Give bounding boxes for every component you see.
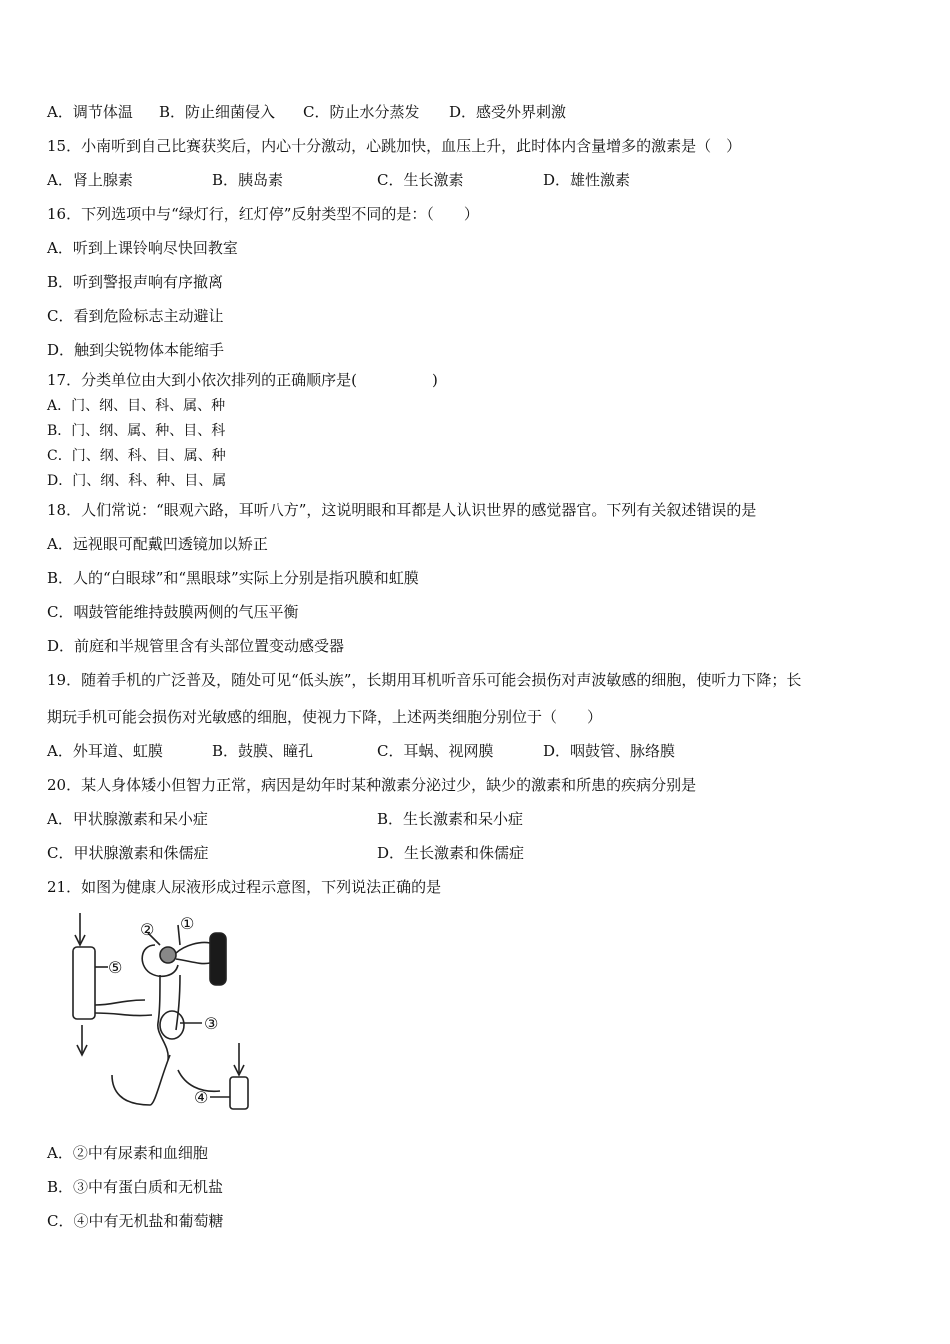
- label-4: ④: [194, 1088, 209, 1107]
- q16-option-d: D．触到尖锐物体本能缩手: [47, 341, 225, 359]
- q14-option-d: D．感受外界刺激: [449, 103, 567, 121]
- q15-option-a: A．肾上腺素: [47, 171, 133, 189]
- q18-option-a: A．远视眼可配戴凹透镜加以矫正: [47, 535, 268, 553]
- q19-option-a: A．外耳道、虹膜: [47, 742, 163, 760]
- q14-option-c: C．防止水分蒸发: [303, 103, 420, 121]
- q16-stem: 16．下列选项中与“绿灯行，红灯停”反射类型不同的是：（ ）: [47, 205, 479, 223]
- q21-option-b: B．③中有蛋白质和无机盐: [47, 1178, 224, 1196]
- q18-option-b: B．人的“白眼球”和“黑眼球”实际上分别是指巩膜和虹膜: [47, 569, 419, 587]
- q15-stem: 15．小南听到自己比赛获奖后，内心十分激动，心跳加快，血压上升，此时体内含量增多的激素是（ ）: [47, 137, 742, 155]
- q19-option-d: D．咽鼓管、脉络膜: [543, 742, 676, 760]
- q15-option-c: C．生长激素: [377, 171, 464, 189]
- q18-option-d: D．前庭和半规管里含有头部位置变动感受器: [47, 637, 345, 655]
- q17-stem: 17．分类单位由大到小依次排列的正确顺序是( ): [47, 371, 438, 389]
- q21-option-a: A．②中有尿素和血细胞: [47, 1144, 208, 1162]
- q14-option-b: B．防止细菌侵入: [159, 103, 276, 121]
- glomerulus: [160, 947, 176, 963]
- q15-options: [47, 170, 630, 190]
- collecting-duct-4: [230, 1077, 248, 1109]
- q21-stem: 21．如图为健康人尿液形成过程示意图，下列说法正确的是: [47, 878, 442, 896]
- label-3: ③: [204, 1014, 219, 1033]
- q15-option-b: B．胰岛素: [212, 171, 284, 189]
- q17-option-b: B．门、纲、属、种、目、科: [47, 423, 226, 439]
- q19-stem-line2: 期玩手机可能会损伤对光敏感的细胞，使视力下降，上述两类细胞分别位于（ ）: [47, 708, 603, 726]
- q20-option-b: B．生长激素和呆小症: [377, 810, 524, 828]
- vessel-5: [73, 947, 95, 1019]
- q18-stem: 18．人们常说：“眼观六路，耳听八方”，这说明眼和耳都是人认识世界的感觉器官。下列有关叙述错误的是: [47, 501, 757, 519]
- q19-option-c: C．耳蜗、视网膜: [377, 742, 494, 760]
- q18-option-c: C．咽鼓管能维持鼓膜两侧的气压平衡: [47, 603, 299, 621]
- q16-option-b: B．听到警报声响有序撤离: [47, 273, 224, 291]
- nephron-diagram: [60, 905, 260, 1115]
- label-2: ②: [140, 920, 155, 939]
- vessel-connector: [95, 1000, 145, 1005]
- arteriole-1: [176, 942, 210, 953]
- q14-options: [47, 102, 566, 122]
- loop-3: [160, 1011, 184, 1039]
- q16-option-c: C．看到危险标志主动避让: [47, 307, 224, 325]
- q19-stem-line1: 19．随着手机的广泛普及，随处可见“低头族”，长期用耳机听音乐可能会损伤对声波敏感的细胞，使听力下降；长: [47, 671, 802, 689]
- label-1: ①: [180, 914, 195, 933]
- q15-option-d: D．雄性激素: [543, 171, 631, 189]
- q19-options: [47, 741, 675, 761]
- q17-option-a: A．门、纲、目、科、属、种: [47, 398, 226, 414]
- q21-option-c: C．④中有无机盐和葡萄糖: [47, 1212, 224, 1230]
- q20-option-c: C．甲状腺激素和侏儒症: [47, 844, 209, 862]
- q20-options-row1: [47, 809, 523, 829]
- label-5: ⑤: [108, 958, 123, 977]
- q20-option-d: D．生长激素和侏儒症: [377, 844, 525, 862]
- q17-option-c: C．门、纲、科、目、属、种: [47, 448, 226, 464]
- dark-vessel: [210, 933, 226, 985]
- q16-option-a: A．听到上课铃响尽快回教室: [47, 239, 238, 257]
- lower-tubule: [112, 1055, 170, 1105]
- q19-option-b: B．鼓膜、瞳孔: [212, 742, 314, 760]
- q20-stem: 20．某人身体矮小但智力正常，病因是幼年时某种激素分泌过少，缺少的激素和所患的疾病分别是: [47, 776, 697, 794]
- q20-options-row2: [47, 843, 524, 863]
- q17-option-d: D．门、纲、科、种、目、属: [47, 473, 227, 489]
- tubule: [158, 975, 168, 1060]
- q14-option-a: A．调节体温: [47, 103, 133, 121]
- q20-option-a: A．甲状腺激素和呆小症: [47, 810, 208, 828]
